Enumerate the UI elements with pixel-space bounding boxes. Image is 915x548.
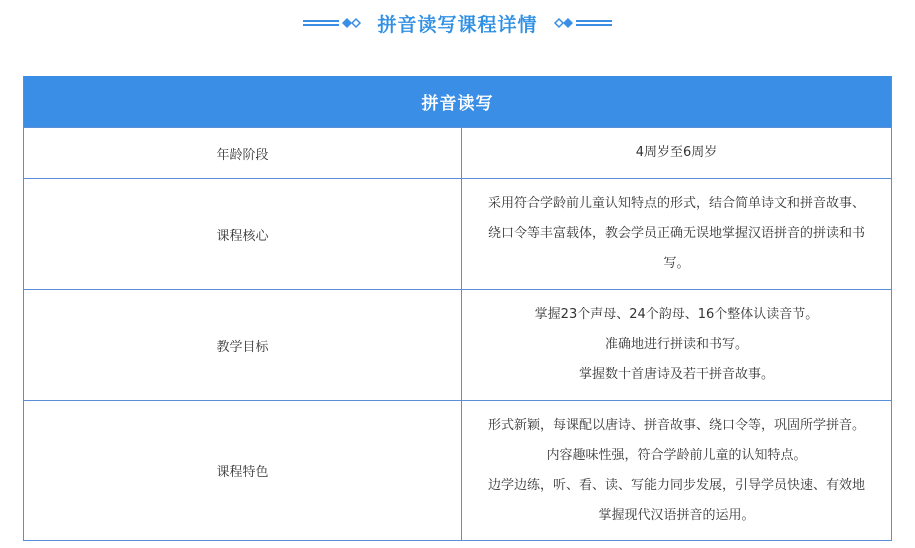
row-label: 教学目标 <box>24 290 462 400</box>
content-line: 掌握23个声母、24个韵母、16个整体认读音节。 <box>534 307 819 322</box>
content-line: 写。 <box>663 256 690 271</box>
content-line: 内容趣味性强，符合学龄前儿童的认知特点。 <box>546 447 807 463</box>
content-line: 边学边练，听、看、读、写能力同步发展，引导学员快速、有效地 <box>487 477 865 493</box>
page-title: 拼音读写课程详情 <box>377 13 538 36</box>
row-content <box>462 128 891 178</box>
row-content <box>462 179 891 289</box>
page-header <box>0 8 915 38</box>
row-content <box>462 401 891 540</box>
content-line: 准确地进行拼读和书写。 <box>604 337 748 352</box>
content-line: 掌握现代汉语拼音的运用。 <box>598 507 755 523</box>
table-row-features <box>24 400 891 540</box>
table-header: 拼音读写 <box>24 76 891 127</box>
row-label: 年龄阶段 <box>24 128 462 178</box>
row-label: 课程核心 <box>24 179 462 289</box>
title-right-ornament-icon <box>552 16 612 30</box>
content-line: 形式新颖，每课配以唐诗、拼音故事、绕口令等，巩固所学拼音。 <box>487 417 865 433</box>
course-detail-table <box>23 76 892 541</box>
row-label: 课程特色 <box>24 401 462 540</box>
table-row-age <box>24 127 891 178</box>
content-line: 采用符合学龄前儿童认知特点的形式，结合简单诗文和拼音故事、 <box>487 196 865 211</box>
content-line: 绕口令等丰富载体，教会学员正确无误地掌握汉语拼音的拼读和书 <box>487 226 865 241</box>
table-row-goals <box>24 289 891 400</box>
content-line: 掌握数十首唐诗及若干拼音故事。 <box>578 367 774 382</box>
content-line: 4周岁至6周岁 <box>635 145 718 160</box>
table-row-core <box>24 178 891 289</box>
title-left-ornament-icon <box>303 16 363 30</box>
row-content <box>462 290 891 400</box>
